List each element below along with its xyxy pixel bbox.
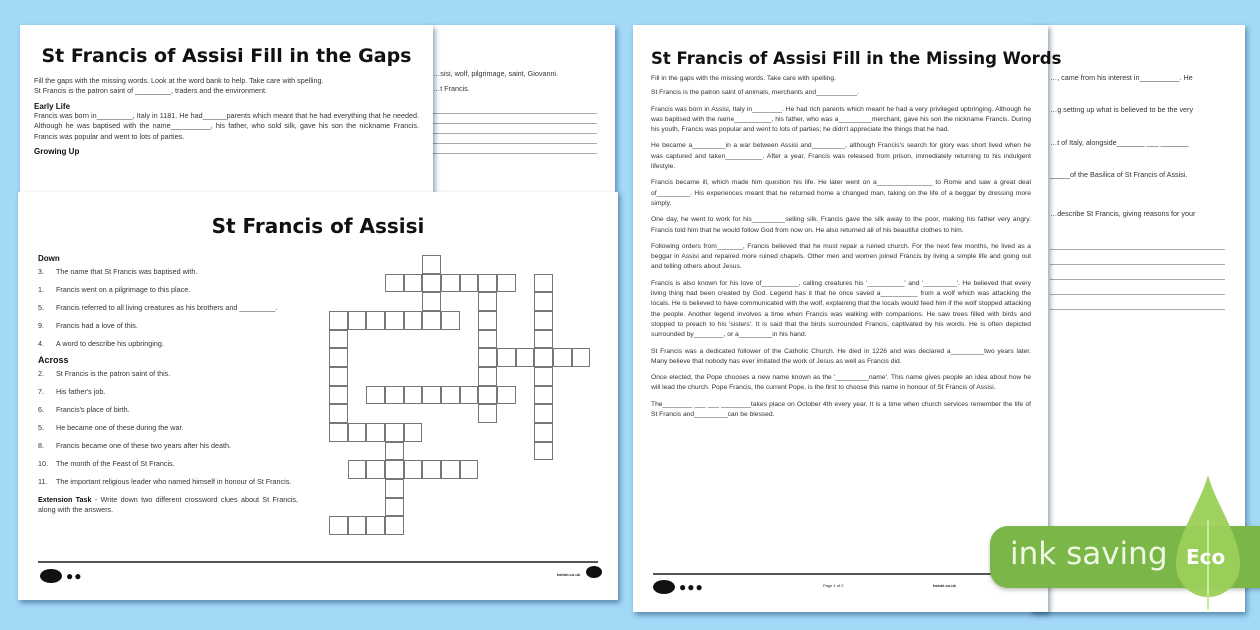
crossword-cell[interactable] bbox=[478, 311, 497, 330]
crossword-cell[interactable] bbox=[329, 348, 348, 367]
crossword-cell[interactable] bbox=[478, 367, 497, 386]
clue-down bbox=[38, 285, 298, 294]
back-text: …t Francis. bbox=[433, 84, 470, 94]
paragraph: One day, he went to work for his_________selling silk. Francis gave the silk away to the poor, making his father very angry. Francis told him that he would follow God from now on. He also returned all of his beautiful clothes to him. bbox=[651, 216, 1031, 234]
paragraph: St Francis is the patron saint of _________, traders and the environment. bbox=[34, 86, 267, 96]
crossword-cell[interactable] bbox=[404, 311, 423, 330]
crossword-cell[interactable] bbox=[534, 386, 553, 405]
clue-text: His father's job. bbox=[56, 387, 106, 396]
crossword-cell[interactable] bbox=[385, 274, 404, 293]
clue-across bbox=[38, 387, 298, 396]
clue-number: 4. bbox=[38, 339, 44, 348]
crossword-cell[interactable] bbox=[534, 367, 553, 386]
crossword-cell[interactable] bbox=[534, 442, 553, 461]
clue-number: 1. bbox=[38, 285, 44, 294]
leaf-icon bbox=[1176, 475, 1240, 593]
clue-text: The name that St Francis was baptised with. bbox=[56, 267, 198, 276]
crossword-cell[interactable] bbox=[422, 255, 441, 274]
crossword-cell[interactable] bbox=[404, 460, 423, 479]
crossword-cell[interactable] bbox=[422, 292, 441, 311]
page-dots: ●●● bbox=[679, 580, 704, 594]
clue-text: Francis's place of birth. bbox=[56, 405, 130, 414]
clue-text: A word to describe his upbringing. bbox=[56, 339, 164, 348]
paragraph: Once elected, the Pope chooses a new name known as the '_________name'. This name gives people an idea about how he will lead the church. Pope Francis, the current Pope, is the first to choose this name in honour of St Francis of Assisi. bbox=[651, 374, 1031, 392]
crossword-cell[interactable] bbox=[460, 460, 479, 479]
intro-text: Fill the gaps with the missing words. Look at the word bank to help. Take care with spelling. bbox=[34, 76, 324, 85]
clue-across bbox=[38, 477, 298, 486]
clue-across bbox=[38, 405, 298, 414]
extension-text: - Write down two different crossword clues about St Francis, along with the answers. bbox=[38, 495, 298, 515]
crossword-cell[interactable] bbox=[534, 274, 553, 293]
footer-site: twinkl.co.uk bbox=[557, 572, 580, 577]
clue-number: 2. bbox=[38, 369, 44, 378]
section-heading: Growing Up bbox=[34, 147, 80, 157]
clue-down bbox=[38, 321, 298, 330]
missing-words-sheet bbox=[633, 25, 1062, 612]
clue-number: 6. bbox=[38, 405, 44, 414]
badge-label: ink saving bbox=[1010, 536, 1168, 572]
clue-down bbox=[38, 267, 298, 276]
crossword-cell[interactable] bbox=[497, 386, 516, 405]
crossword-cell[interactable] bbox=[422, 274, 441, 293]
clue-number: 5. bbox=[38, 423, 44, 432]
paragraph: St Francis was a dedicated follower of the Catholic Church. He died in 1226 and was declared a_________two years later. Many believe that nobody has ever imitated the work of Jesus as well as Francis did. bbox=[651, 347, 1031, 365]
crossword-cell[interactable] bbox=[366, 423, 385, 442]
crossword-cell[interactable] bbox=[553, 348, 572, 367]
clue-across bbox=[38, 459, 298, 468]
crossword-cell[interactable] bbox=[385, 386, 404, 405]
crossword-cell[interactable] bbox=[329, 330, 348, 349]
crossword-cell[interactable] bbox=[385, 516, 404, 535]
twinkl-logo bbox=[653, 580, 675, 594]
footer-site: twinkl.co.uk bbox=[933, 583, 956, 588]
clue-text: St Francis is the patron saint of this. bbox=[56, 369, 171, 378]
page-title: St Francis of Assisi Fill in the Gaps bbox=[41, 45, 412, 67]
twinkl-logo bbox=[40, 569, 62, 583]
crossword-cell[interactable] bbox=[404, 386, 423, 405]
crossword-cell[interactable] bbox=[441, 274, 460, 293]
clue-text: He became one of these during the war. bbox=[56, 423, 184, 432]
crossword-cell[interactable] bbox=[329, 311, 348, 330]
crossword-cell[interactable] bbox=[422, 311, 441, 330]
down-heading: Down bbox=[38, 254, 60, 263]
paragraph: Francis became ill, which made him question his life. He later went on a_______________ to Rome and saw a great deal of_________. His experiences meant that he returned home a changed man, taking on the life of a beggar by dressing more simply. bbox=[651, 179, 1031, 207]
crossword-cell[interactable] bbox=[534, 311, 553, 330]
crossword-cell[interactable] bbox=[404, 274, 423, 293]
crossword-cell[interactable] bbox=[385, 442, 404, 461]
crossword-cell[interactable] bbox=[385, 311, 404, 330]
extension-label: Extension Task bbox=[38, 495, 92, 504]
crossword-cell[interactable] bbox=[329, 367, 348, 386]
clue-text: Francis referred to all living creatures as his brothers and _________. bbox=[56, 303, 278, 312]
across-heading: Across bbox=[38, 355, 69, 365]
crossword-cell[interactable] bbox=[534, 423, 553, 442]
back-text: _____of the Basilica of St Francis of Assisi. bbox=[1050, 170, 1188, 180]
section-heading: Early Life bbox=[34, 101, 71, 111]
page-number: Page 1 of 2 bbox=[823, 583, 844, 588]
paragraph: Francis is also known for his love of__________, calling creatures his '__________' and '_________'. He believed that every living thing had been created by God. Legend has it that he once saved a__________ from a wolf which was attacking the locals. He is believed to have communicated with the wolf, explaining that the locals would feed him if the wolf stopped attacking the people. Another legend involves a time when Francis was walking with companions. He saw trees filled with birds and stopped to preach to his 'sisters'. It is said that the birds surrounded Francis, captivated by his words. He is often depicted surrounded by________, or a_________in his hand. bbox=[651, 279, 1031, 339]
clue-number: 10. bbox=[38, 459, 48, 468]
back-sheet-left bbox=[425, 25, 615, 195]
twinkl-logo bbox=[586, 566, 602, 578]
page-title: St Francis of Assisi bbox=[211, 214, 425, 238]
crossword-cell[interactable] bbox=[572, 348, 591, 367]
crossword-cell[interactable] bbox=[329, 386, 348, 405]
crossword-cell[interactable] bbox=[329, 404, 348, 423]
crossword-cell[interactable] bbox=[441, 311, 460, 330]
paragraph: Francis was born in_________, Italy in 1181. He had______parents which meant that he had everything that he needed. Although he was baptised with the name__________, his father, who sold silk, gave his son the nickname Francis. Francis was popular and went to lots of parties. bbox=[34, 110, 419, 141]
crossword-cell[interactable] bbox=[534, 404, 553, 423]
crossword-cell[interactable] bbox=[478, 348, 497, 367]
crossword-cell[interactable] bbox=[385, 423, 404, 442]
crossword-cell[interactable] bbox=[422, 386, 441, 405]
crossword-cell[interactable] bbox=[422, 460, 441, 479]
crossword-cell[interactable] bbox=[348, 516, 367, 535]
crossword-cell[interactable] bbox=[329, 423, 348, 442]
clue-text: Francis had a love of this. bbox=[56, 321, 138, 330]
fill-gaps-sheet bbox=[20, 25, 433, 195]
page-dots: ●● bbox=[66, 569, 83, 583]
crossword-cell[interactable] bbox=[534, 348, 553, 367]
crossword-cell[interactable] bbox=[385, 460, 404, 479]
crossword-cell[interactable] bbox=[534, 292, 553, 311]
clue-text: Francis went on a pilgrimage to this place. bbox=[56, 285, 191, 294]
crossword-cell[interactable] bbox=[478, 386, 497, 405]
crossword-sheet bbox=[18, 192, 618, 600]
crossword-cell[interactable] bbox=[478, 292, 497, 311]
back-text: …, came from his interest in__________. He bbox=[1050, 73, 1193, 82]
crossword-cell[interactable] bbox=[348, 460, 367, 479]
clue-number: 11. bbox=[38, 477, 48, 486]
crossword-cell[interactable] bbox=[385, 479, 404, 498]
crossword-cell[interactable] bbox=[348, 423, 367, 442]
crossword-cell[interactable] bbox=[366, 516, 385, 535]
clue-text: Francis became one of these two years after his death. bbox=[56, 441, 231, 450]
crossword-cell[interactable] bbox=[478, 404, 497, 423]
crossword-cell[interactable] bbox=[460, 386, 479, 405]
clue-text: The month of the Feast of St Francis. bbox=[56, 459, 175, 468]
eco-label: Eco bbox=[1186, 545, 1226, 569]
paragraph: Fill in the gaps with the missing words. Take care with spelling. bbox=[651, 75, 836, 82]
page-title: St Francis of Assisi Fill in the Missing Words bbox=[651, 49, 1062, 68]
back-text: …g setting up what is believed to be the very bbox=[1050, 105, 1194, 115]
clue-number: 8. bbox=[38, 441, 44, 450]
clue-number: 9. bbox=[38, 321, 44, 330]
crossword-cell[interactable] bbox=[516, 348, 535, 367]
crossword-cell[interactable] bbox=[385, 498, 404, 517]
paragraph: He became a_________in a war between Assisi and_________, although Francis's search for glory was short lived when he was captured and taken__________. After a year, Francis was released from prison, immediately returning to his indulgent lifestyle. bbox=[651, 142, 1031, 171]
clue-across bbox=[38, 423, 298, 432]
crossword-cell[interactable] bbox=[329, 516, 348, 535]
crossword-cell[interactable] bbox=[478, 274, 497, 293]
paragraph: Following orders from_______, Francis believed that he must repair a ruined church. For the next few months, he lived as a beggar in Assisi and repaired more ruined chapels. Other men and women joined Francis by living a simple life and going out and telling others about Jesus. bbox=[651, 242, 1031, 271]
word-bank-text: …sisi, wolf, pilgrimage, saint, Giovanni. bbox=[433, 69, 559, 78]
crossword-cell[interactable] bbox=[366, 311, 385, 330]
crossword-cell[interactable] bbox=[478, 330, 497, 349]
crossword-cell[interactable] bbox=[366, 386, 385, 405]
crossword-cell[interactable] bbox=[534, 330, 553, 349]
crossword-cell[interactable] bbox=[497, 274, 516, 293]
paragraph: St Francis is the patron saint of animals, merchants and___________. bbox=[651, 89, 859, 97]
paragraph: Francis was born in Assisi, Italy in________. He had rich parents which meant he had a very privileged upbringing. Although he was baptised with the name__________, his father, who was a_________merchant, gave his son the nickname Francis. During his youth, Francis was popular and went to lots of parties; he didn't appreciate the things that he had. bbox=[651, 105, 1031, 134]
crossword-cell[interactable] bbox=[366, 460, 385, 479]
clue-down bbox=[38, 339, 298, 348]
extension-task bbox=[38, 495, 298, 516]
paragraph: The________ ___ ___ ________takes place on October 4th every year. It is a time when church services remember the life of St Francis and_________can be blessed. bbox=[651, 400, 1031, 419]
clue-text: The important religious leader who named himself in honour of St Francis. bbox=[56, 477, 292, 486]
clue-number: 3. bbox=[38, 267, 44, 276]
crossword-cell[interactable] bbox=[348, 311, 367, 330]
back-text: …t of Italy, alongside_______ ___ _______ bbox=[1050, 137, 1189, 147]
back-text: …describe St Francis, giving reasons for your bbox=[1050, 208, 1196, 218]
clue-across bbox=[38, 441, 298, 450]
clue-across bbox=[38, 369, 298, 378]
crossword-cell[interactable] bbox=[460, 274, 479, 293]
clue-down bbox=[38, 303, 298, 312]
crossword-cell[interactable] bbox=[441, 460, 460, 479]
crossword-cell[interactable] bbox=[497, 348, 516, 367]
clues bbox=[38, 254, 298, 521]
crossword-cell[interactable] bbox=[404, 423, 423, 442]
crossword-cell[interactable] bbox=[441, 386, 460, 405]
clue-number: 5. bbox=[38, 303, 44, 312]
clue-number: 7. bbox=[38, 387, 44, 396]
